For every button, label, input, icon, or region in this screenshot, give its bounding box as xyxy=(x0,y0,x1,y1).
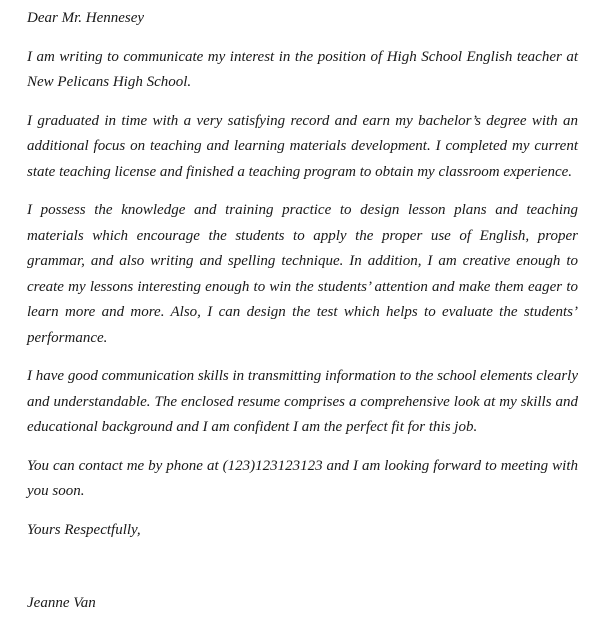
letter-signature-name: Jeanne Van xyxy=(27,595,96,611)
letter-paragraph-communication: I have good communication skills in transmitting information to the school elements clearly and understandable. The enclosed resume comprises a comprehensive look at my skills and educational background and I am confident I am the perfect fit for this job. xyxy=(27,368,578,435)
letter-paragraph-intro: I am writing to communicate my interest in the position of High School English teacher at New Pelicans High School. xyxy=(27,48,578,90)
letter-paragraph-education: I graduated in time with a very satisfying record and earn my bachelor’s degree with an additional focus on teaching and learning materials development. I completed my current state teaching license and finished a teaching program to obtain my classroom experience. xyxy=(27,112,578,180)
letter-closing: Yours Respectfully, xyxy=(27,521,141,538)
letter-salutation: Dear Mr. Hennesey xyxy=(27,10,145,26)
letter-paragraph-contact: You can contact me by phone at (123)123123123 and I am looking forward to meeting with you soon. xyxy=(27,457,578,499)
letter-paragraph-skills: I possess the knowledge and training practice to design lesson plans and teaching materials which encourage the students to apply the proper use of English, proper grammar, and also writing and spelling technique. In addition, I am creative enough to create my lessons interesting enough to win the students’ attention and make them eager to learn more and more. Also, I can design the test which helps to evaluate the students’ performance. xyxy=(27,202,578,346)
